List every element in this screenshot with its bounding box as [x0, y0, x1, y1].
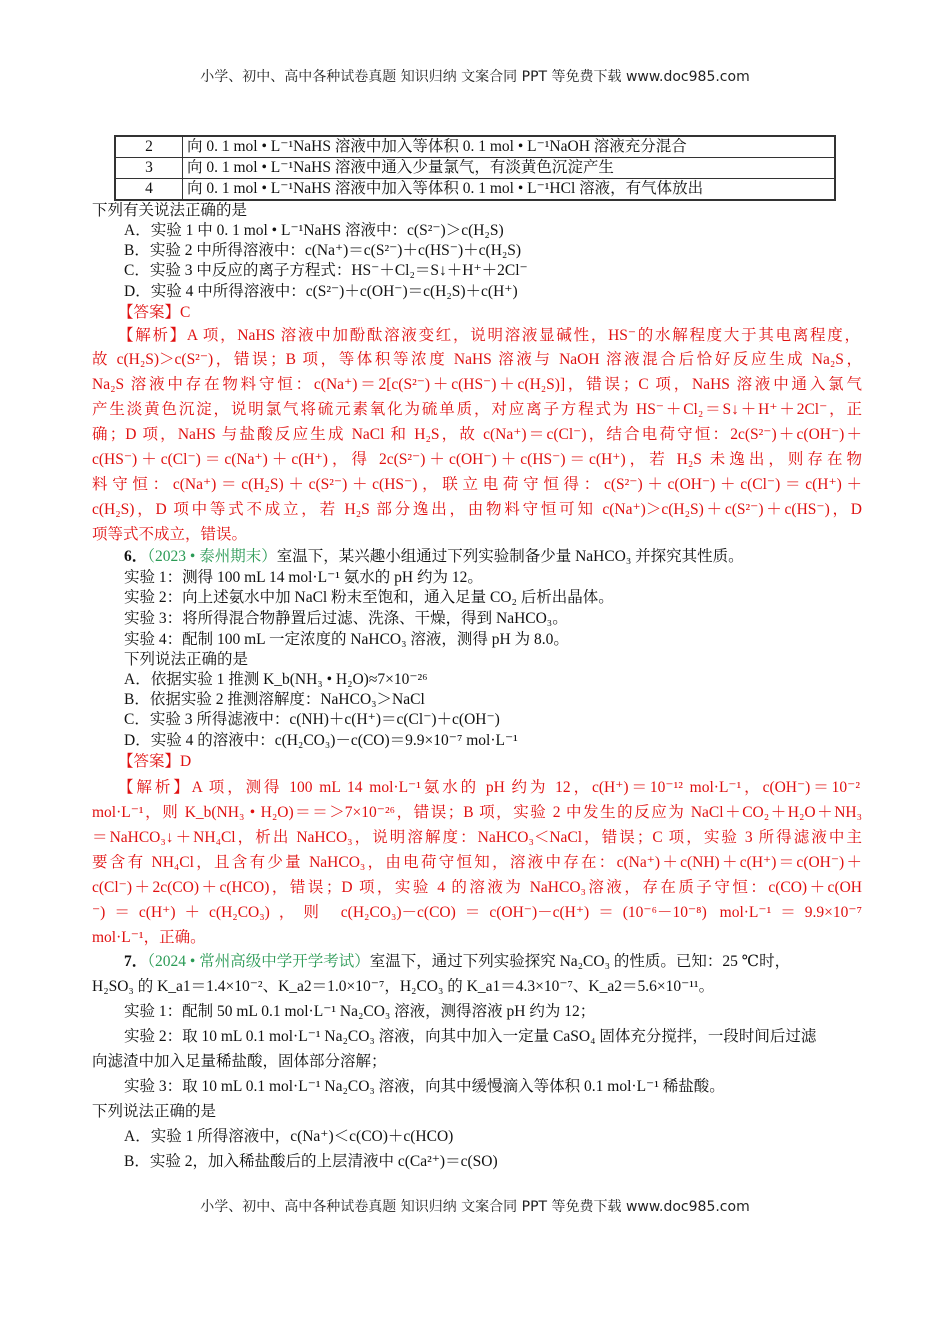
- analysis-line: 产生淡黄色沉淀，说明氯气将硫元素氧化为硫单质，对应离子方程式为 HS⁻＋Cl₂＝S↓＋H⁺＋2Cl⁻，正: [92, 401, 862, 418]
- row-text: 向 0. 1 mol • L⁻¹NaHS 溶液中通入少量氯气，有淡黄色沉淀产生: [183, 158, 836, 179]
- question-text: 室温下，通过下列实验探究 Na₂CO₃ 的性质。已知：25 ℃时，: [369, 953, 791, 970]
- analysis-line: mol·L⁻¹，则 K_b(NH₃ • H₂O)＝＝＞7×10⁻²⁶，错误；B 项，实验 2 中发生的反应为 NaCl＋CO₂＋H₂O＋NH₃: [92, 804, 862, 821]
- analysis-line: ⁻)＝c(H⁺)＋c(H₂CO₃)，则 c(H₂CO₃)－c(CO)＝c(OH⁻)－c(H⁺)＝(10⁻⁶－10⁻⁸) mol·L⁻¹＝9.9×10⁻⁷: [92, 904, 862, 921]
- experiment-line: 实验 1：配制 50 mL 0.1 mol·L⁻¹ Na₂CO₃ 溶液，测得溶液 pH 约为 12；: [124, 1003, 596, 1020]
- row-number: 2: [115, 136, 183, 158]
- option-d: D．实验 4 的溶液中：c(H₂CO₃)－c(CO)＝9.9×10⁻⁷ mol·L⁻¹: [124, 732, 518, 749]
- experiment-line: 实验 3：取 10 mL 0.1 mol·L⁻¹ Na₂CO₃ 溶液，向其中缓慢滴入等体积 0.1 mol·L⁻¹ 稀盐酸。: [124, 1078, 725, 1095]
- experiment-table: [114, 135, 836, 201]
- experiment-line: 实验 1：测得 100 mL 14 mol·L⁻¹ 氨水的 pH 约为 12。: [124, 569, 483, 586]
- question-source: （2023 • 泰州期末）: [147, 548, 277, 565]
- analysis-line: 【解析】A 项，NaHS 溶液中加酚酞溶液变红，说明溶液显碱性，HS⁻的水解程度大于其电离程度，: [118, 327, 860, 344]
- answer: 【答案】D: [118, 753, 192, 770]
- option-c: C．实验 3 中反应的离子方程式：HS⁻＋Cl₂＝S↓＋H⁺＋2Cl⁻: [124, 262, 528, 279]
- page-footer: 小学、初中、高中各种试卷真题 知识归纳 文案合同 PPT 等免费下载 www.doc985.com: [200, 1199, 750, 1215]
- option-d: D．实验 4 中所得溶液中：c(S²⁻)＋c(OH⁻)＝c(H₂S)＋c(H⁺): [124, 283, 518, 300]
- option-a: A．实验 1 所得溶液中，c(Na⁺)＜c(CO)＋c(HCO): [124, 1128, 454, 1145]
- row-text: 向 0. 1 mol • L⁻¹NaHS 溶液中加入等体积 0. 1 mol • L⁻¹HCl 溶液，有气体放出: [183, 179, 836, 201]
- question-prompt: 下列有关说法正确的是: [92, 202, 248, 219]
- experiment-line: 向滤渣中加入足量稀盐酸，固体部分溶解；: [92, 1053, 387, 1070]
- question-source: （2024 • 常州高级中学开学考试）: [147, 953, 370, 970]
- option-c: C．实验 3 所得滤液中：c(NH)＋c(H⁺)＝c(Cl⁻)＋c(OH⁻): [124, 711, 500, 728]
- experiment-line: 实验 2：向上述氨水中加 NaCl 粉末至饱和，通入足量 CO₂ 后析出晶体。: [124, 589, 614, 606]
- analysis-line: 【解析】A 项，测得 100 mL 14 mol·L⁻¹氨水的 pH 约为 12，c(H⁺)＝10⁻¹² mol·L⁻¹，c(OH⁻)＝10⁻²: [118, 779, 860, 796]
- answer: 【答案】C: [118, 304, 191, 321]
- question-text: 室温下，某兴趣小组通过下列实验制备少量 NaHCO₃ 并探究其性质。: [276, 548, 744, 565]
- analysis-line: Na₂S 溶液中存在物料守恒：c(Na⁺)＝2[c(S²⁻)＋c(HS⁻)＋c(H₂S)]，错误；C 项，NaHS 溶液中通入氯气: [92, 376, 862, 393]
- row-number: 4: [115, 179, 183, 201]
- option-a: A．实验 1 中 0. 1 mol • L⁻¹NaHS 溶液中：c(S²⁻)＞c(H₂S): [124, 222, 504, 239]
- question-number: 7．: [124, 953, 148, 970]
- question-number: 6．: [124, 548, 148, 565]
- row-number: 3: [115, 158, 183, 179]
- question-text: H₂SO₃ 的 K_a1＝1.4×10⁻²、K_a2＝1.0×10⁻⁷，H₂CO₃ 的 K_a1＝4.3×10⁻⁷、K_a2＝5.6×10⁻¹¹。: [92, 978, 715, 995]
- analysis-line: 要含有 NH₄Cl，且含有少量 NaHCO₃，由电荷守恒知，溶液中存在：c(Na⁺)＋c(NH)＋c(H⁺)＝c(OH⁻)＋: [92, 854, 862, 871]
- table-row: [115, 136, 835, 158]
- option-b: B．实验 2，加入稀盐酸后的上层清液中 c(Ca²⁺)＝c(SO): [124, 1153, 498, 1170]
- analysis-line: 料守恒：c(Na⁺)＝c(H₂S)＋c(S²⁻)＋c(HS⁻)，联立电荷守恒得：c(S²⁻)＋c(OH⁻)＋c(Cl⁻)＝c(H⁺)＋: [92, 476, 862, 493]
- option-a: A．依据实验 1 推测 K_b(NH₃ • H₂O)≈7×10⁻²⁶: [124, 671, 428, 688]
- analysis-line: c(Cl⁻)＋2c(CO)＋c(HCO)，错误；D 项，实验 4 的溶液为 NaHCO₃溶液，存在质子守恒：c(CO)＋c(OH: [92, 879, 862, 896]
- question-prompt: 下列说法正确的是: [92, 1103, 217, 1120]
- analysis-line: ＝NaHCO₃↓＋NH₄Cl，析出 NaHCO₃，说明溶解度：NaHCO₃＜NaCl，错误；C 项，实验 3 所得滤液中主: [92, 829, 862, 846]
- analysis-line: 故 c(H₂S)＞c(S²⁻)，错误；B 项，等体积等浓度 NaHS 溶液与 NaOH 溶液混合后恰好反应生成 Na₂S，: [92, 351, 862, 368]
- analysis-line: c(HS⁻)＋c(Cl⁻)＝c(Na⁺)＋c(H⁺)，得 2c(S²⁻)＋c(OH⁻)＋c(HS⁻)＝c(H⁺)，若 H₂S 未逸出，则存在物: [92, 451, 862, 468]
- question-7-stem: [124, 952, 790, 972]
- row-text: 向 0. 1 mol • L⁻¹NaHS 溶液中加入等体积 0. 1 mol • L⁻¹NaOH 溶液充分混合: [183, 136, 836, 158]
- analysis-line: 项等式不成立，错误。: [92, 526, 248, 543]
- analysis-line: c(H₂S)，D 项中等式不成立，若 H₂S 部分逸出，由物料守恒可知 c(Na⁺)＞c(H₂S)＋c(S²⁻)＋c(HS⁻)，D: [92, 501, 862, 518]
- table-row: [115, 179, 835, 201]
- question-6-stem: [124, 547, 744, 567]
- analysis-line: mol·L⁻¹，正确。: [92, 929, 206, 946]
- experiment-line: 实验 3：将所得混合物静置后过滤、洗涤、干燥，得到 NaHCO₃。: [124, 610, 568, 627]
- option-b: B．实验 2 中所得溶液中：c(Na⁺)＝c(S²⁻)＋c(HS⁻)＋c(H₂S): [124, 242, 522, 259]
- page-header: 小学、初中、高中各种试卷真题 知识归纳 文案合同 PPT 等免费下载 www.doc985.com: [200, 69, 750, 85]
- experiment-line: 实验 2：取 10 mL 0.1 mol·L⁻¹ Na₂CO₃ 溶液，向其中加入一定量 CaSO₄ 固体充分搅拌，一段时间后过滤: [124, 1028, 817, 1045]
- question-prompt: 下列说法正确的是: [124, 651, 249, 668]
- table-row: [115, 158, 835, 179]
- option-b: B．依据实验 2 推测溶解度：NaHCO₃＞NaCl: [124, 691, 425, 708]
- experiment-line: 实验 4：配制 100 mL 一定浓度的 NaHCO₃ 溶液，测得 pH 为 8.0。: [124, 631, 569, 648]
- analysis-line: 确；D 项，NaHS 与盐酸反应生成 NaCl 和 H₂S，故 c(Na⁺)＝c(Cl⁻)，结合电荷守恒：2c(S²⁻)＋c(OH⁻)＋: [92, 426, 862, 443]
